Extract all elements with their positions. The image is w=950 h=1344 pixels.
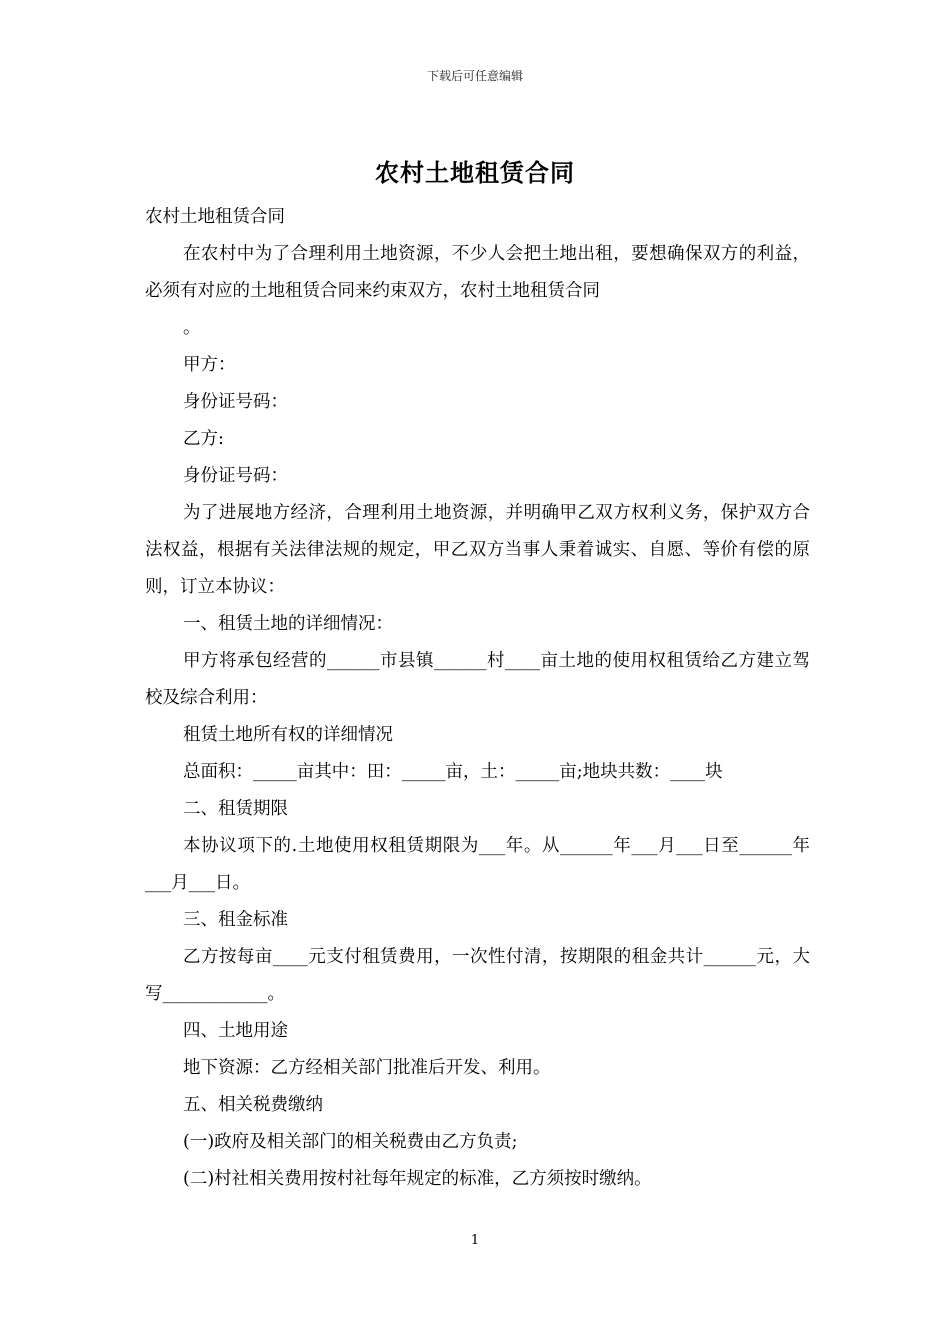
section-heading-1: 一、租赁土地的详细情况： — [183, 614, 393, 634]
document-body — [145, 199, 810, 1198]
header-note: 下载后可任意编辑 — [426, 69, 523, 83]
section-heading-3: 三、租金标准 — [183, 910, 288, 930]
party-a-label: 甲方： — [183, 355, 236, 375]
paragraph-area: 总面积：_____亩其中：田：_____亩，土：_____亩;地块共数：____块 — [183, 762, 723, 782]
paragraph-land-use: 地下资源：乙方经相关部门批准后开发、利用。 — [183, 1058, 551, 1078]
paragraph-tax-2: (二)村社相关费用按村社每年规定的标准，乙方须按时缴纳。 — [183, 1169, 652, 1189]
paragraph-purpose: 为了进展地方经济，合理利用土地资源，并明确甲乙双方权利义务，保护双方合法权益，根据有关法律法规的规定，甲乙双方当事人秉着诚实、自愿、等价有偿的原则，订立本协议： — [145, 503, 810, 597]
paragraph-tax-1: (一)政府及相关部门的相关税费由乙方负责; — [183, 1132, 518, 1152]
section-heading-2: 二、租赁期限 — [183, 799, 288, 819]
document-title: 农村土地租赁合同 — [375, 158, 575, 187]
paragraph-subtitle: 农村土地租赁合同 — [145, 207, 285, 227]
paragraph-ownership: 租赁土地所有权的详细情况 — [183, 725, 393, 745]
party-a-id-label: 身份证号码： — [183, 392, 288, 412]
page-number: 1 — [470, 1233, 480, 1248]
section-heading-4: 四、土地用途 — [183, 1021, 288, 1041]
paragraph-term: 本协议项下的.土地使用权租赁期限为___年。从______年___月___日至______年___月___日。 — [145, 836, 810, 893]
paragraph-period: 。 — [183, 318, 201, 338]
party-b-label: 乙方: — [183, 429, 224, 449]
paragraph-intro: 在农村中为了合理利用土地资源，不少人会把土地出租，要想确保双方的利益，必须有对应的土地租赁合同来约束双方，农村土地租赁合同 — [145, 244, 810, 301]
paragraph-rent: 乙方按每亩____元支付租赁费用，一次性付清，按期限的租金共计______元，大写____________。 — [145, 947, 810, 1004]
paragraph-land-location: 甲方将承包经营的______市县镇______村____亩土地的使用权租赁给乙方建立驾校及综合利用： — [145, 651, 810, 708]
party-b-id-label: 身份证号码： — [183, 466, 288, 486]
section-heading-5: 五、相关税费缴纳 — [183, 1095, 323, 1115]
